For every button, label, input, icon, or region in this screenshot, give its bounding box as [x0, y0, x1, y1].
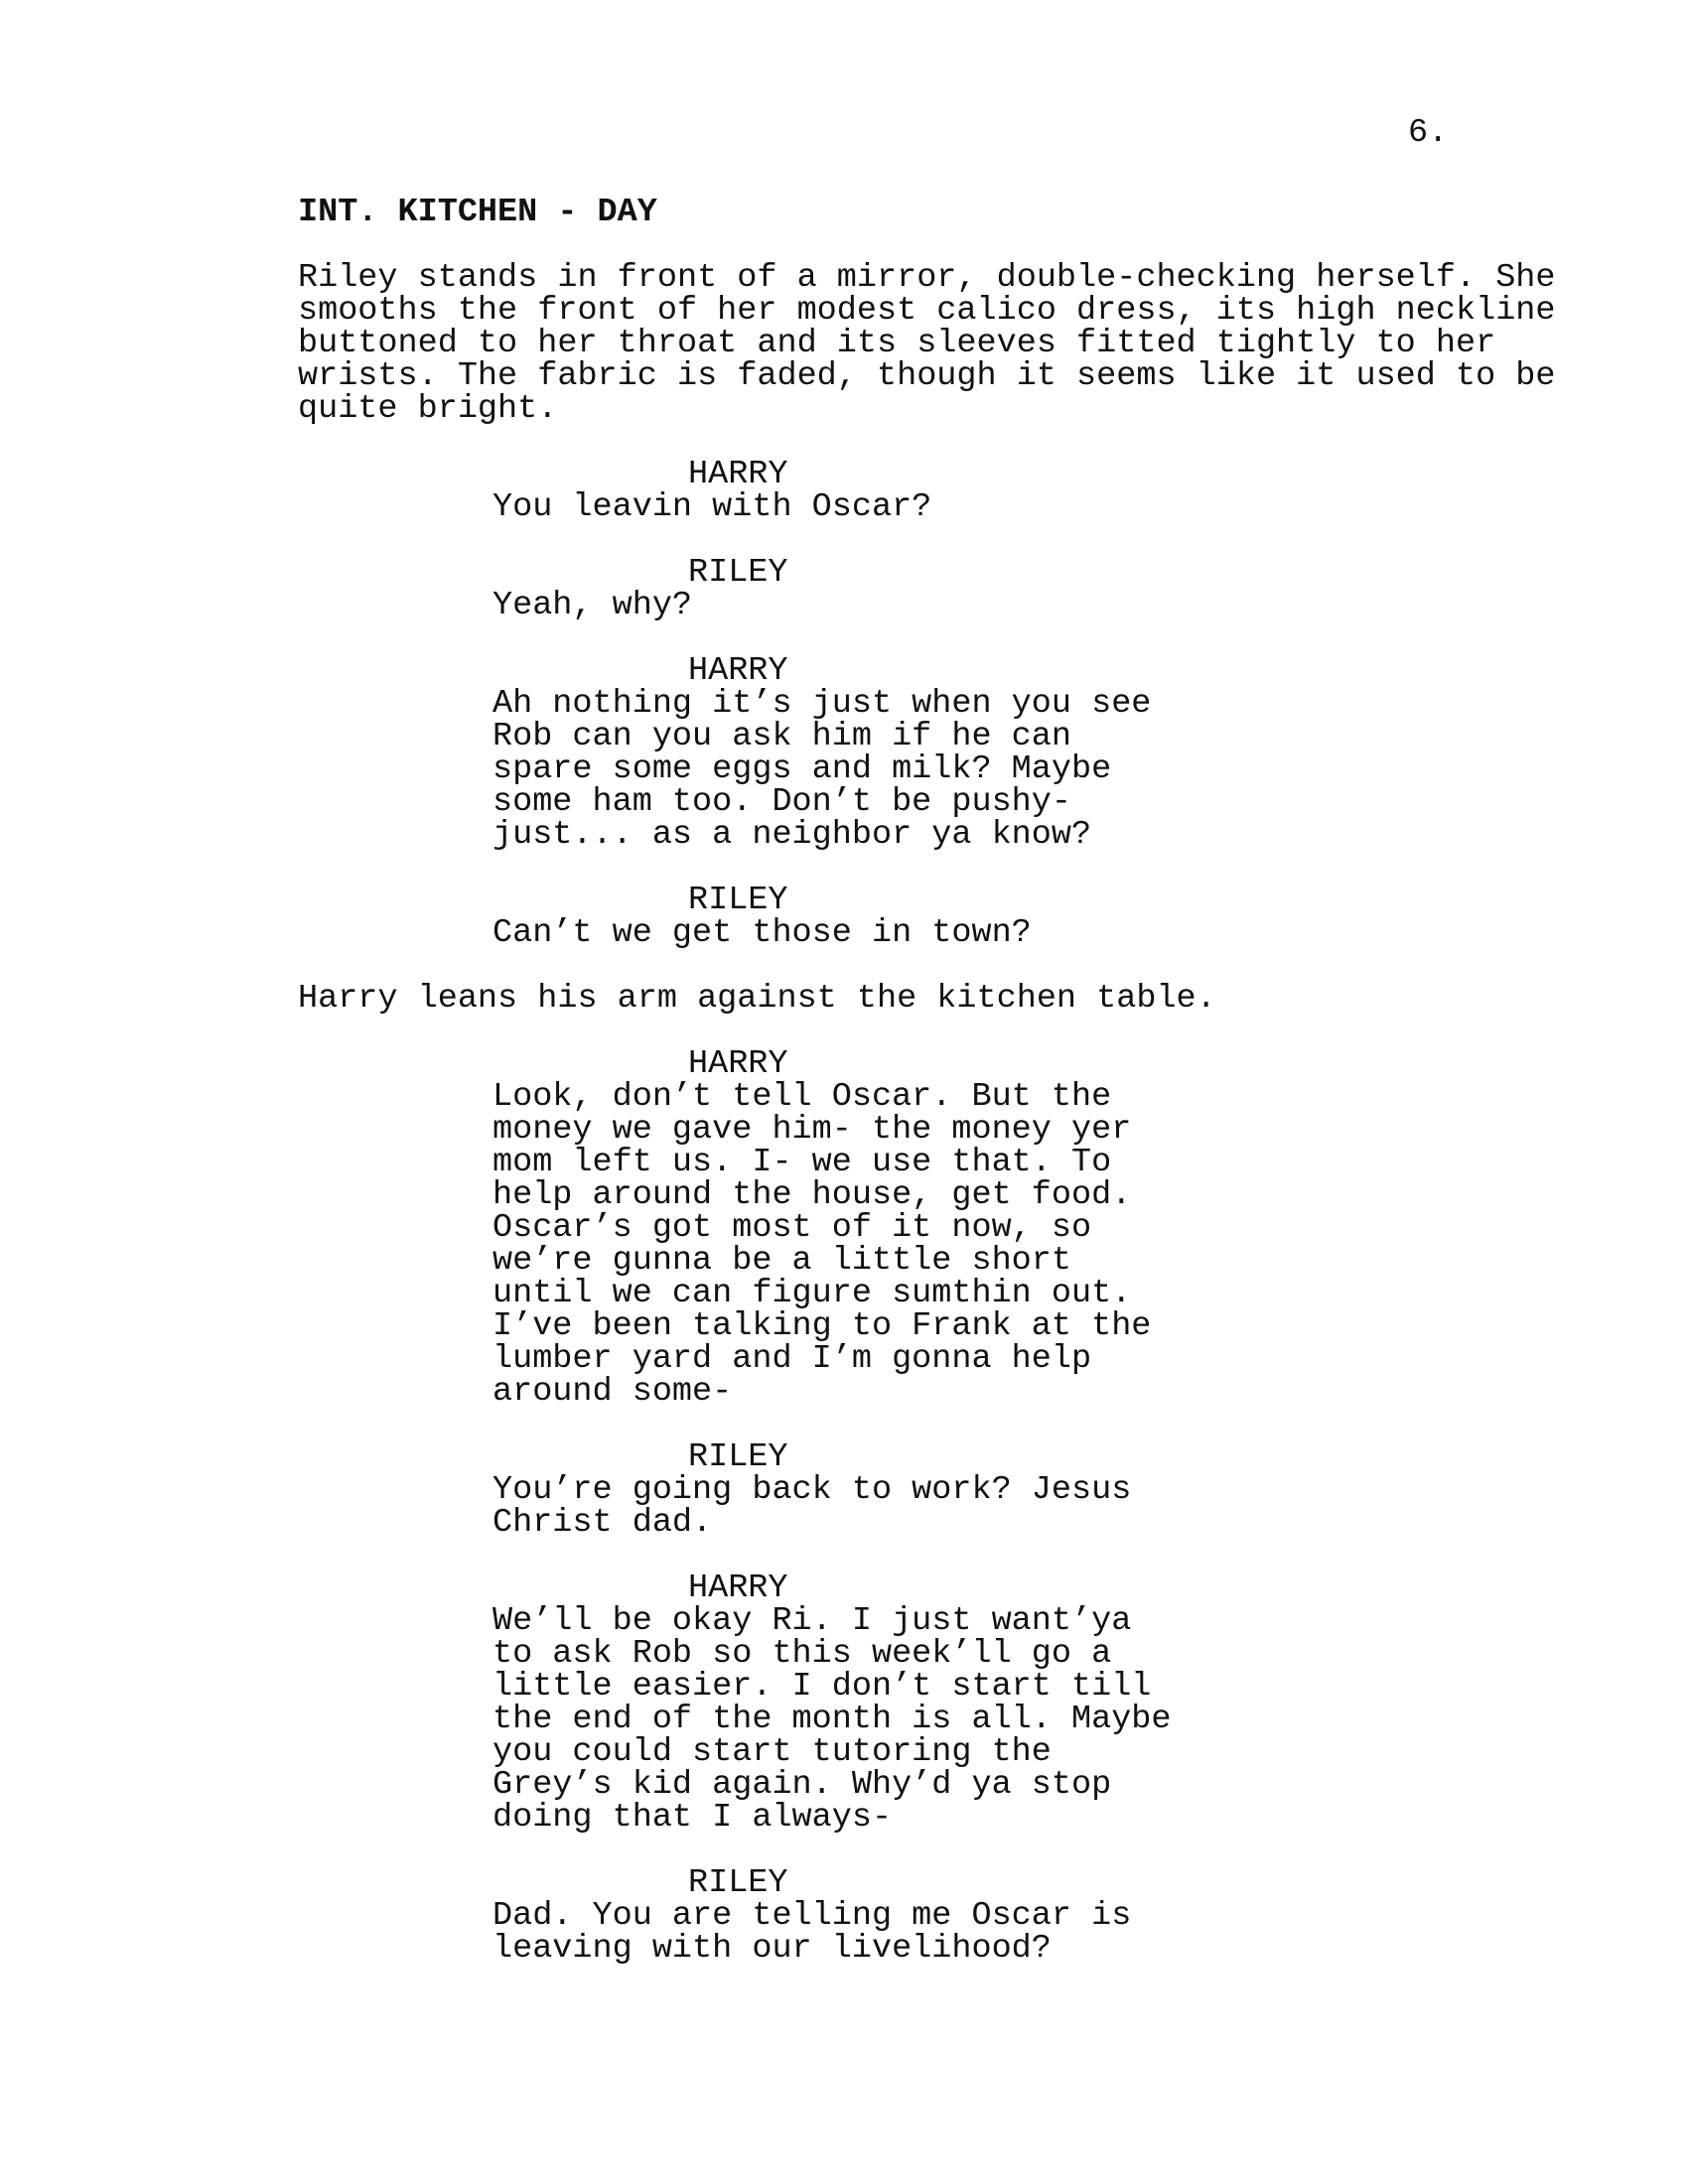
character-name: HARRY	[688, 652, 788, 690]
action-line: Riley stands in front of a mirror, double-checking herself. She	[298, 259, 1556, 297]
dialogue-line: you could start tutoring the	[492, 1733, 1052, 1771]
page-number: 6.	[1408, 114, 1449, 152]
action-line: quite bright.	[298, 390, 558, 428]
dialogue-line: Ah nothing it’s just when you see	[492, 685, 1152, 723]
dialogue-line: Christ dad.	[492, 1504, 713, 1542]
dialogue-block	[298, 554, 1549, 624]
script-blocks	[298, 259, 1556, 1968]
dialogue-line: Look, don’t tell Oscar. But the	[492, 1078, 1112, 1116]
dialogue-line: help around the house, get food.	[492, 1176, 1132, 1214]
dialogue-line: You’re going back to work? Jesus	[492, 1471, 1132, 1509]
dialogue-block	[298, 1045, 1549, 1411]
script-body	[298, 194, 1556, 1998]
dialogue-line: doing that I always-	[492, 1799, 893, 1837]
dialogue-line: I’ve been talking to Frank at the	[492, 1307, 1152, 1345]
dialogue-line: money we gave him- the money yer	[492, 1111, 1132, 1149]
dialogue-line: to ask Rob so this week’ll go a	[492, 1635, 1112, 1673]
dialogue-line: around some-	[492, 1373, 733, 1411]
dialogue-block	[298, 1864, 1549, 1968]
character-name: HARRY	[688, 1045, 788, 1083]
character-name: HARRY	[688, 1570, 788, 1607]
action-line: wrists. The fabric is faded, though it seems like it used to be	[298, 357, 1556, 395]
action-line: buttoned to her throat and its sleeves fitted tightly to her	[298, 325, 1496, 362]
action-line: Harry leans his arm against the kitchen table.	[298, 980, 1216, 1018]
dialogue-line: spare some eggs and milk? Maybe	[492, 751, 1112, 788]
dialogue-line: just... as a neighbor ya know?	[492, 816, 1092, 854]
character-name: RILEY	[688, 1864, 788, 1902]
scene-heading: INT. KITCHEN - DAY	[298, 194, 657, 231]
action-paragraph	[298, 259, 1556, 428]
dialogue-line: little easier. I don’t start till	[492, 1668, 1152, 1706]
dialogue-block	[298, 1572, 1549, 1835]
action-line: smooths the front of her modest calico dress, its high neckline	[298, 292, 1556, 330]
dialogue-block	[298, 456, 1549, 526]
dialogue-line: until we can figure sumthin out.	[492, 1275, 1132, 1312]
dialogue-line: Yeah, why?	[492, 587, 693, 624]
dialogue-line: some ham too. Don’t be pushy-	[492, 783, 1071, 821]
dialogue-line: Grey’s kid again. Why’d ya stop	[492, 1766, 1112, 1804]
character-name: HARRY	[688, 456, 788, 493]
dialogue-line: mom left us. I- we use that. To	[492, 1144, 1112, 1181]
dialogue-block	[298, 652, 1549, 854]
character-name: RILEY	[688, 1438, 788, 1476]
dialogue-block	[298, 1438, 1549, 1542]
dialogue-line: Oscar’s got most of it now, so	[492, 1209, 1092, 1247]
dialogue-line: Dad. You are telling me Oscar is	[492, 1897, 1132, 1935]
dialogue-line: Can’t we get those in town?	[492, 914, 1032, 952]
action-paragraph	[298, 980, 1549, 1018]
dialogue-line: the end of the month is all. Maybe	[492, 1701, 1172, 1738]
dialogue-line: lumber yard and I’m gonna help	[492, 1340, 1092, 1378]
dialogue-line: leaving with our livelihood?	[492, 1930, 1052, 1968]
dialogue-line: You leavin with Oscar?	[492, 488, 932, 526]
character-name: RILEY	[688, 882, 788, 919]
dialogue-block	[298, 882, 1549, 952]
dialogue-line: we’re gunna be a little short	[492, 1242, 1071, 1280]
dialogue-line: We’ll be okay Ri. I just want’ya	[492, 1602, 1132, 1640]
dialogue-line: Rob can you ask him if he can	[492, 718, 1071, 755]
character-name: RILEY	[688, 554, 788, 592]
